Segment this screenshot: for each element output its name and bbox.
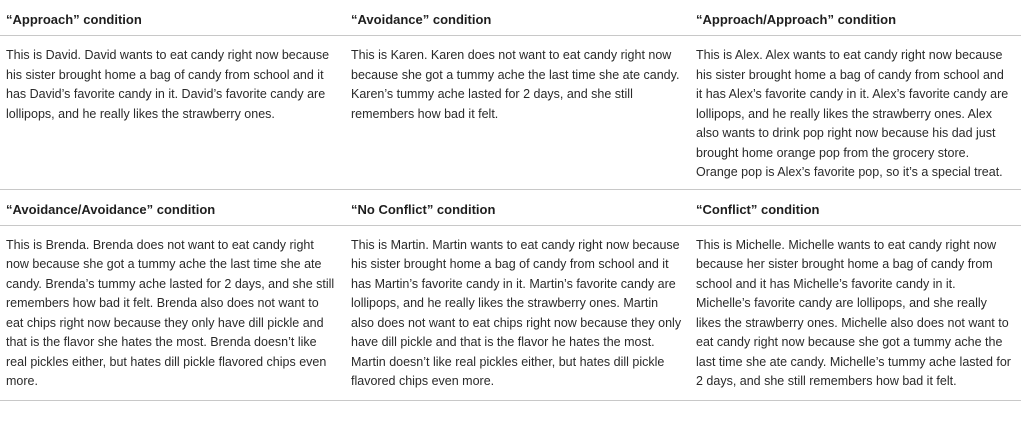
- header-no-conflict: “No Conflict” condition: [345, 189, 690, 225]
- header-row-2: [0, 189, 1021, 225]
- cell-approach-approach-text: This is Alex. Alex wants to eat candy right now because his sister brought home a bag of candy from school and it has Alex’s favorite candy in it. Alex’s favorite candy are lollipops, and he really likes the strawberry ones. Alex also wants to drink pop right now because his dad just brought home orange pop from the grocery store. Orange pop is Alex’s favorite pop, so it’s a special treat.: [696, 48, 1009, 179]
- cell-approach-text: This is David. David wants to eat candy right now because his sister brought home a bag of candy from school and it has David’s favorite candy in it. David’s favorite candy are lollipops, and he really likes the strawberry ones.: [6, 48, 330, 121]
- cell-avoidance-text: This is Karen. Karen does not want to eat candy right now because she got a tummy ache the last time she ate candy. Karen’s tummy ache lasted for 2 days, and she still remembers how bad it felt.: [351, 48, 680, 121]
- header-avoidance: “Avoidance” condition: [345, 0, 690, 36]
- header-approach-approach: “Approach/Approach” condition: [690, 0, 1021, 36]
- header-conflict: “Conflict” condition: [690, 189, 1021, 225]
- cell-avoidance-avoidance-text: This is Brenda. Brenda does not want to eat candy right now because she got a tummy ache the last time she ate candy. Brenda’s tummy ache lasted for 2 days, and she still remembers how bad it felt. Brenda also does not want to eat chips right now because they only have dill pickle and that is the flavor she hates the most. Brenda doesn’t like real pickles either, but hates dill pickle flavored chips even more.: [0, 225, 345, 400]
- body-row-2: [0, 225, 1021, 400]
- header-row-1: [0, 0, 1021, 36]
- header-approach: “Approach” condition: [0, 0, 345, 36]
- header-avoidance-avoidance: “Avoidance/Avoidance” condition: [0, 189, 345, 225]
- body-row-1: [0, 36, 1021, 190]
- cell-conflict-text: This is Michelle. Michelle wants to eat candy right now because her sister brought home a bag of candy from school and it has Michelle’s favorite candy in it. Michelle’s favorite candy are lollipops, and she really likes the strawberry ones. Michelle also does not want to eat candy right now because she got a tummy ache the last time she ate candy. Michelle’s tummy ache lasted for 2 days, and she still remembers how bad it felt.: [690, 225, 1021, 400]
- cell-no-conflict-text: This is Martin. Martin wants to eat candy right now because his sister brought home a bag of candy from school and it has Martin’s favorite candy in it. Martin’s favorite candy are lollipops, and he really likes the strawberry ones. Martin also does not want to eat chips right now because they only have dill pickle and that is the flavor he hates the most. Martin doesn’t like real pickles either, but hates dill pickle flavored chips even more.: [345, 225, 690, 400]
